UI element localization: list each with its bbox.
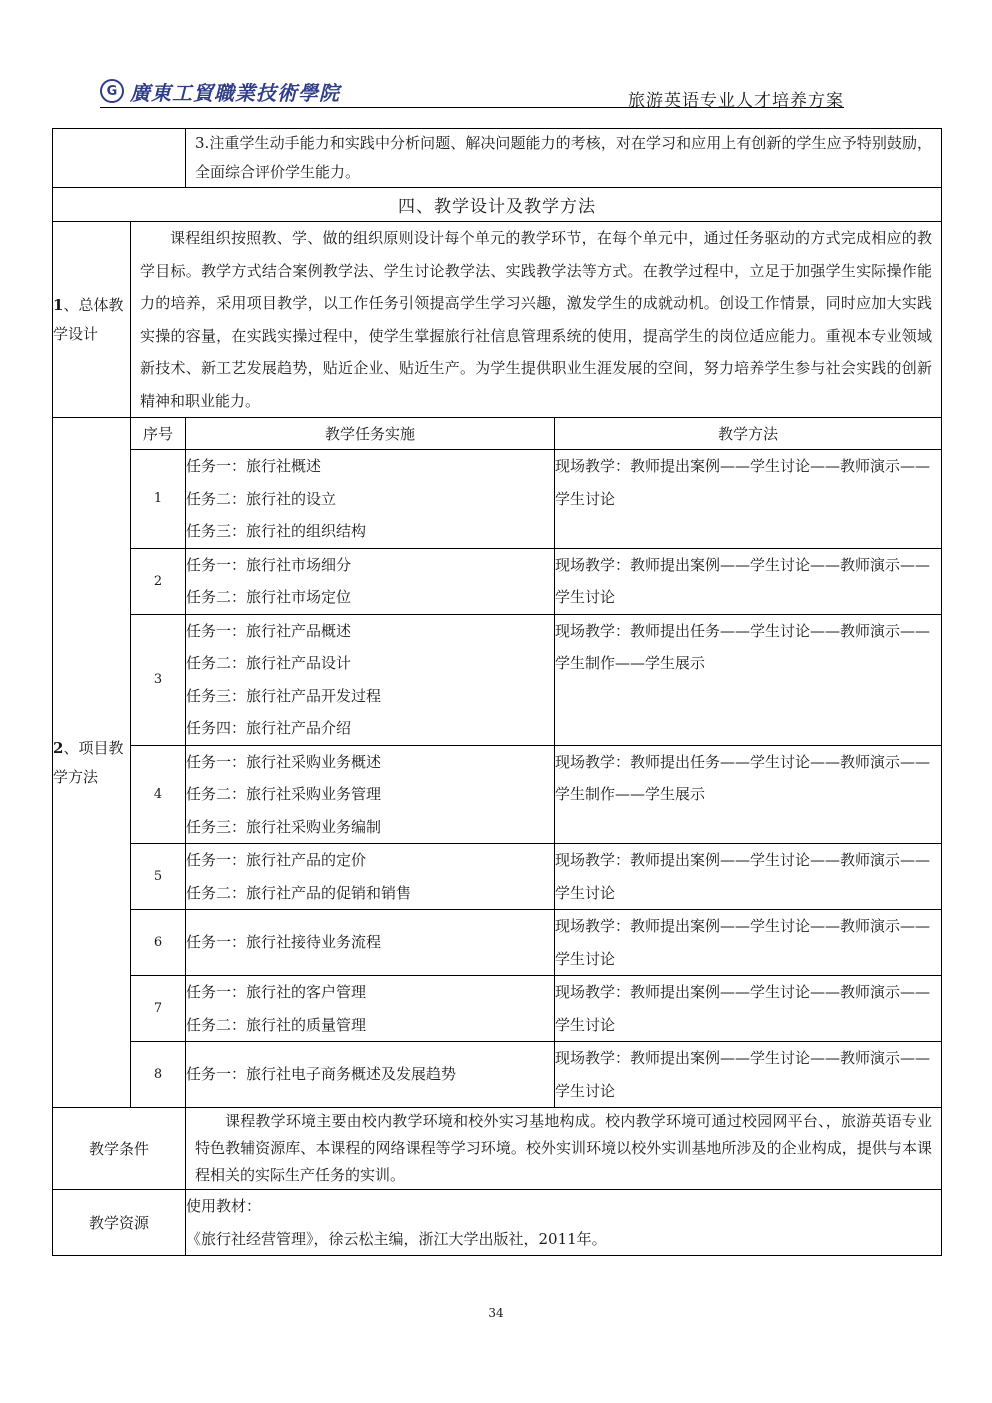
table-row	[53, 548, 942, 614]
row-tasks	[186, 450, 555, 549]
overall-design-label-text: 、总体教学设计	[53, 295, 124, 343]
task-line: 任务二：旅行社的质量管理	[186, 1015, 367, 1034]
teaching-plan-table	[52, 128, 942, 1256]
row-seq: 2	[131, 548, 186, 614]
row-tasks	[186, 1042, 555, 1108]
table-row	[53, 1042, 942, 1108]
section-title: 四、教学设计及教学方法	[53, 188, 942, 222]
task-line: 任务一：旅行社接待业务流程	[186, 933, 382, 952]
document-title: 旅游英语专业人才培养方案	[628, 91, 844, 111]
row-tasks	[186, 910, 555, 976]
row-tasks	[186, 548, 555, 614]
overall-design-number: 1	[53, 295, 64, 314]
task-line: 任务一：旅行社概述	[186, 457, 322, 475]
task-line: 任务四：旅行社产品介绍	[186, 719, 352, 737]
column-header-tasks: 教学任务实施	[186, 418, 555, 450]
school-logo	[100, 74, 340, 108]
assessment-text-cell	[186, 129, 942, 188]
project-methods-label	[53, 418, 131, 1108]
overall-design-text: 课程组织按照教、学、做的组织原则设计每个单元的教学环节，在每个单元中，通过任务驱动的方式完成相应的教学目标。教学方式结合案例教学法、学生讨论教学法、实践教学法等方式。在教学过程中，立足于加强学生实际操作能力的培养，采用项目教学，以工作任务引领提高学生学习兴趣，激发学生的成就动机。创设工作情景，同时应加大实践实操的容量，在实践实操过程中，使学生掌握旅行社信息管理系统的使用，提高学生的岗位适应能力。重视本专业领域新技术、新工艺发展趋势，贴近企业、贴近生产。为学生提供职业生涯发展的空间，努力培养学生参与社会实践的创新精神和职业能力。	[140, 229, 933, 410]
column-header-method: 教学方法	[555, 418, 942, 450]
overall-design-text-cell	[131, 222, 942, 418]
row-method: 现场教学：教师提出案例——学生讨论——教师演示——学生讨论	[555, 910, 942, 976]
row-seq: 7	[131, 976, 186, 1042]
task-line: 任务二：旅行社市场定位	[186, 588, 352, 606]
table-row	[53, 745, 942, 844]
overall-design-label	[53, 222, 131, 418]
task-line: 任务一：旅行社采购业务概述	[186, 752, 382, 771]
task-line: 任务一：旅行社市场细分	[186, 555, 352, 574]
row-tasks	[186, 614, 555, 745]
page-header	[100, 74, 844, 111]
methods-header-row	[53, 418, 942, 450]
school-emblem-icon: G	[100, 79, 124, 103]
row-method: 现场教学：教师提出任务——学生讨论——教师演示——学生制作——学生展示	[555, 745, 942, 844]
row-method: 现场教学：教师提出案例——学生讨论——教师演示——学生讨论	[555, 976, 942, 1042]
row-seq: 4	[131, 745, 186, 844]
row-method: 现场教学：教师提出案例——学生讨论——教师演示——学生讨论	[555, 1042, 942, 1108]
task-line: 任务二：旅行社产品设计	[186, 654, 352, 672]
task-line: 任务三：旅行社采购业务编制	[186, 817, 382, 836]
task-line: 任务三：旅行社的组织结构	[186, 522, 367, 540]
resources-text-cell	[186, 1190, 942, 1256]
row-seq: 3	[131, 614, 186, 745]
conditions-text: 课程教学环境主要由校内教学环境和校外实习基地构成。校内教学环境可通过校园网平台、，旅游英语专业特色教辅资源库、本课程的网络课程等学习环境。校外实训环境以校外实训基地所涉及的企业构成，提供与本课程相关的实际生产任务的实训。	[195, 1112, 933, 1184]
resources-line-1: 使用教材：	[186, 1197, 262, 1215]
section-title-row	[53, 188, 942, 222]
project-methods-number: 2	[53, 738, 64, 757]
task-line: 任务一：旅行社产品的定价	[186, 851, 367, 869]
row-seq: 1	[131, 450, 186, 549]
conditions-row	[53, 1108, 942, 1190]
column-header-seq: 序号	[131, 418, 186, 450]
task-line: 任务三：旅行社产品开发过程	[186, 686, 382, 705]
row-method: 现场教学：教师提出案例——学生讨论——教师演示——学生讨论	[555, 450, 942, 549]
conditions-label: 教学条件	[53, 1108, 186, 1190]
row-seq: 6	[131, 910, 186, 976]
row-method: 现场教学：教师提出案例——学生讨论——教师演示——学生讨论	[555, 844, 942, 910]
row-tasks	[186, 976, 555, 1042]
table-row	[53, 844, 942, 910]
table-row	[53, 614, 942, 745]
task-line: 任务二：旅行社产品的促销和销售	[186, 883, 412, 902]
row-seq: 8	[131, 1042, 186, 1108]
resources-label: 教学资源	[53, 1190, 186, 1256]
overall-design-row	[53, 222, 942, 418]
row-tasks	[186, 745, 555, 844]
task-line: 任务二：旅行社的设立	[186, 489, 337, 508]
conditions-text-cell	[186, 1108, 942, 1190]
header-divider	[100, 107, 844, 108]
task-line: 任务二：旅行社采购业务管理	[186, 785, 382, 803]
task-line: 任务一：旅行社的客户管理	[186, 983, 367, 1001]
table-row	[53, 450, 942, 549]
row-method: 现场教学：教师提出案例——学生讨论——教师演示——学生讨论	[555, 548, 942, 614]
empty-label-cell	[53, 129, 186, 188]
resources-row	[53, 1190, 942, 1256]
task-line: 任务一：旅行社电子商务概述及发展趋势	[186, 1065, 457, 1084]
school-name: 廣東工貿職業技術學院	[130, 80, 340, 105]
row-seq: 5	[131, 844, 186, 910]
project-methods-label-text: 、项目教学方法	[53, 738, 124, 786]
row-tasks	[186, 844, 555, 910]
task-line: 任务一：旅行社产品概述	[186, 621, 352, 640]
resources-line-2: 《旅行社经营管理》，徐云松主编，浙江大学出版社，2011年。	[186, 1229, 607, 1248]
table-row	[53, 910, 942, 976]
assessment-text: 3.注重学生动手能力和实践中分析问题、解决问题能力的考核，对在学习和应用上有创新的学生应予特别鼓励，全面综合评价学生能力。	[195, 134, 933, 181]
page-number: 34	[488, 1306, 504, 1320]
assessment-continuation-row	[53, 129, 942, 188]
row-method: 现场教学：教师提出任务——学生讨论——教师演示——学生制作——学生展示	[555, 614, 942, 745]
table-row	[53, 976, 942, 1042]
